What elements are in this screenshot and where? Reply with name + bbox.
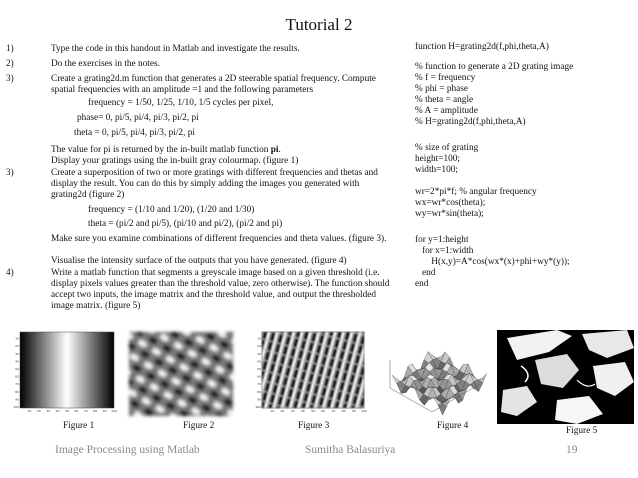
code-line: for y=1:height	[415, 235, 469, 245]
figure-caption: Figure 3	[298, 421, 330, 431]
y-tick-label: 30	[257, 351, 261, 356]
footer-author: Sumitha Balasuriya	[305, 444, 396, 456]
superposition-image	[129, 332, 233, 416]
figure-3-plot	[248, 330, 366, 418]
y-tick-label: 80	[15, 389, 19, 394]
y-tick-label: 70	[15, 382, 19, 387]
code-line: % theta = angle	[415, 95, 474, 105]
y-tick-label: 40	[257, 359, 261, 364]
code-line: % size of grating	[415, 143, 479, 153]
item-number: 4)	[6, 268, 14, 278]
x-tick-label: 60	[74, 409, 79, 413]
code-line: width=100;	[415, 165, 458, 175]
x-tick-label: 80	[93, 409, 98, 413]
y-tick-label: 50	[257, 367, 261, 371]
figure-caption: Figure 1	[63, 421, 95, 431]
code-line: % H=grating2d(f,phi,theta,A)	[415, 117, 526, 127]
code-line: H(x,y)=A*cos(wx*(x)+phi+wy*(y));	[415, 257, 570, 267]
code-line: wy=wr*sin(theta);	[415, 209, 484, 219]
code-signature: function H=grating2d(f,phi,theta,A)	[415, 42, 549, 52]
y-tick-label: 70	[257, 382, 261, 387]
code-line: wx=wr*cos(theta);	[415, 198, 486, 208]
item-number: 3)	[6, 74, 14, 84]
code-line: for x=1:width	[415, 246, 474, 256]
slide-title: Tutorial 2	[285, 15, 353, 34]
code-line: wr=2*pi*f; % angular frequency	[415, 187, 537, 197]
item-number: 3)	[6, 168, 14, 178]
combination-image	[262, 332, 364, 408]
y-tick-label: 90	[15, 397, 19, 402]
x-tick-label: 100	[111, 409, 117, 413]
y-tick-label: 10	[257, 336, 261, 341]
x-tick-label: 30	[46, 409, 51, 413]
y-tick-label: 100	[13, 405, 19, 409]
footer-course: Image Processing using Matlab	[55, 444, 200, 456]
x-tick-label: 80	[341, 409, 346, 413]
x-tick-label: 40	[300, 409, 305, 413]
visualise-note: Visualise the intensity surface of the outputs that you have generated. (figure 4)	[51, 256, 347, 266]
x-tick-label: 50	[65, 409, 69, 413]
grating-image	[20, 332, 114, 408]
y-tick-label: 60	[257, 374, 261, 379]
figure-caption: Figure 5	[566, 426, 598, 436]
y-tick-label: 10	[15, 336, 19, 341]
pi-note: The value for pi is returned by the in-built matlab function pi. Display your gratings using the in-built gray colourmap. (figure 1)	[51, 145, 299, 166]
code-line: % function to generate a 2D grating image	[415, 62, 574, 72]
figure-4-plot	[382, 330, 484, 418]
param-line: theta = (pi/2 and pi/5), (pi/10 and pi/2), (pi/2 and pi)	[88, 219, 283, 229]
item-text: Create a grating2d.m function that generates a 2D steerable spatial frequency. Compute spatial frequencies with an amplitude =1 and the following parameters	[51, 74, 376, 95]
x-tick-label: 30	[290, 409, 295, 413]
code-line: end	[415, 268, 436, 278]
x-tick-label: 50	[311, 409, 315, 413]
item-number: 1)	[6, 44, 14, 54]
y-tick-label: 60	[15, 374, 19, 379]
x-tick-label: 90	[351, 409, 356, 413]
x-tick-label: 40	[55, 409, 60, 413]
item-text: Type the code in this handout in Matlab and investigate the results.	[51, 44, 300, 54]
figure-1-plot	[8, 330, 116, 418]
code-line: height=100;	[415, 154, 461, 164]
figure-caption: Figure 4	[437, 421, 469, 431]
code-line: % phi = phase	[415, 84, 469, 94]
item-number: 2)	[6, 59, 14, 69]
code-line: % f = frequency	[415, 73, 476, 83]
item-text: Do the exercises in the notes.	[51, 59, 160, 69]
y-tick-label: 20	[15, 344, 19, 349]
y-tick-label: 100	[255, 405, 261, 409]
param-line: theta = 0, pi/5, pi/4, pi/3, pi/2, pi	[74, 128, 195, 138]
param-line: frequency = 1/50, 1/25, 1/10, 1/5 cycles per pixel,	[88, 98, 274, 108]
x-tick-label: 10	[270, 409, 275, 413]
x-tick-label: 100	[361, 409, 367, 413]
figure-caption: Figure 2	[183, 421, 215, 431]
y-tick-label: 30	[15, 351, 19, 356]
x-tick-label: 90	[102, 409, 107, 413]
param-line: frequency = (1/10 and 1/20), (1/20 and 1/30)	[88, 205, 255, 215]
x-tick-label: 20	[36, 409, 41, 413]
item-text: Create a superposition of two or more gratings with different frequencies and thetas and display the result. You can do this by simply adding the images you generated with grating2d (figure 2)	[51, 168, 378, 200]
page-number: 19	[566, 444, 578, 456]
item-text: Write a matlab function that segments a greyscale image based on a given threshold (i.e. display pixels values greater than the threshold value, zero otherwise). The function should accept two inputs, the image matrix and the threshold value, and output the thresholded image matrix. (figure 5)	[51, 268, 390, 311]
figure-2-plot	[127, 330, 235, 418]
figure-5-plot	[497, 330, 634, 424]
code-line: end	[415, 279, 429, 289]
x-tick-label: 10	[27, 409, 32, 413]
x-tick-label: 60	[321, 409, 326, 413]
y-tick-label: 90	[257, 397, 261, 402]
x-tick-label: 20	[280, 409, 285, 413]
x-tick-label: 70	[331, 409, 336, 413]
y-tick-label: 50	[15, 367, 19, 371]
param-line: phase= 0, pi/5, pi/4, pi/3, pi/2, pi	[77, 113, 199, 123]
y-tick-label: 20	[257, 344, 261, 349]
y-tick-label: 80	[257, 389, 261, 394]
x-tick-label: 70	[83, 409, 88, 413]
y-tick-label: 40	[15, 359, 19, 364]
code-line: % A = amplitude	[415, 106, 478, 116]
combo-note: Make sure you examine combinations of different frequencies and theta values. (figure 3).	[51, 234, 387, 244]
